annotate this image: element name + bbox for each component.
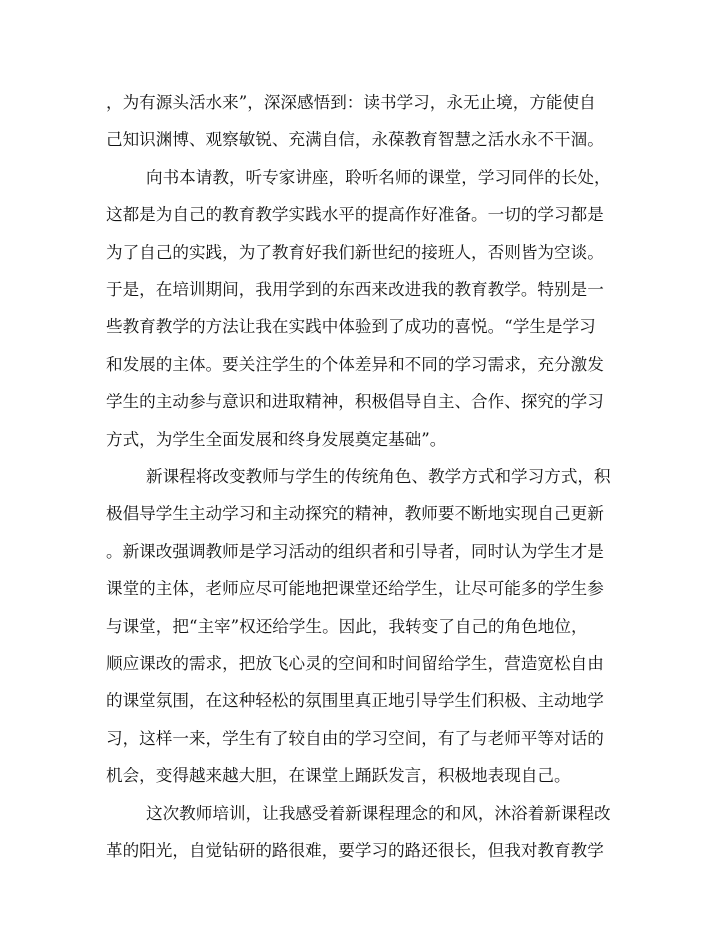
- text-line: 为了自己的实践，为了教育好我们新世纪的接班人，否则皆为空谈。: [106, 243, 604, 262]
- text-line: 机会，变得越来越大胆，在课堂上踊跃发言，积极地表现自己。: [106, 766, 571, 785]
- text-line: 革的阳光，自觉钻研的路很难，要学习的路还很长，但我对教育教学: [106, 841, 604, 860]
- text-line: 习，这样一来，学生有了较自由的学习空间，有了与老师平等对话的: [106, 729, 604, 748]
- paragraph-first-line: 这次教师培训，让我感受着新课程理念的和风，沐浴着新课程改: [146, 804, 611, 823]
- text-line: 方式，为学生全面发展和终身发展奠定基础”。: [106, 430, 447, 449]
- text-line: 这都是为自己的教育教学实践水平的提高作好准备。一切的学习都是: [106, 205, 604, 224]
- text-line: ，为有源头活水来”，深深感悟到：读书学习，永无止境，方能使自: [106, 93, 596, 112]
- text-line: 些教育教学的方法让我在实践中体验到了成功的喜悦。“学生是学习: [106, 317, 596, 336]
- text-line: 和发展的主体。要关注学生的个体差异和不同的学习需求，充分激发: [106, 355, 604, 374]
- text-line: 顺应课改的需求，把放飞心灵的空间和时间留给学生，营造宽松自由: [106, 654, 604, 673]
- paragraph-first-line: 新课程将改变教师与学生的传统角色、教学方式和学习方式，积: [146, 467, 611, 486]
- text-line: 极倡导学生主动学习和主动探究的精神，教师要不断地实现自己更新: [106, 504, 604, 523]
- text-line: 于是，在培训期间，我用学到的东西来改进我的教育教学。特别是一: [106, 280, 604, 299]
- text-line: 的课堂氛围，在这种轻松的氛围里真正地引导学生们积极、主动地学: [106, 691, 604, 710]
- text-line: 。新课改强调教师是学习活动的组织者和引导者，同时认为学生才是: [106, 542, 604, 561]
- paragraph-first-line: 向书本请教，听专家讲座，聆听名师的课堂，学习同伴的长处，: [146, 168, 611, 187]
- text-line: 己知识渊博、观察敏锐、充满自信，永葆教育智慧之活水永不干涸。: [106, 130, 604, 149]
- text-line: 学生的主动参与意识和进取精神，积极倡导自主、合作、探究的学习: [106, 392, 604, 411]
- text-line: 与课堂，把“主宰”权还给学生。因此，我转变了自己的角色地位，: [106, 617, 588, 636]
- text-line: 课堂的主体，老师应尽可能地把课堂还给学生，让尽可能多的学生参: [106, 579, 604, 598]
